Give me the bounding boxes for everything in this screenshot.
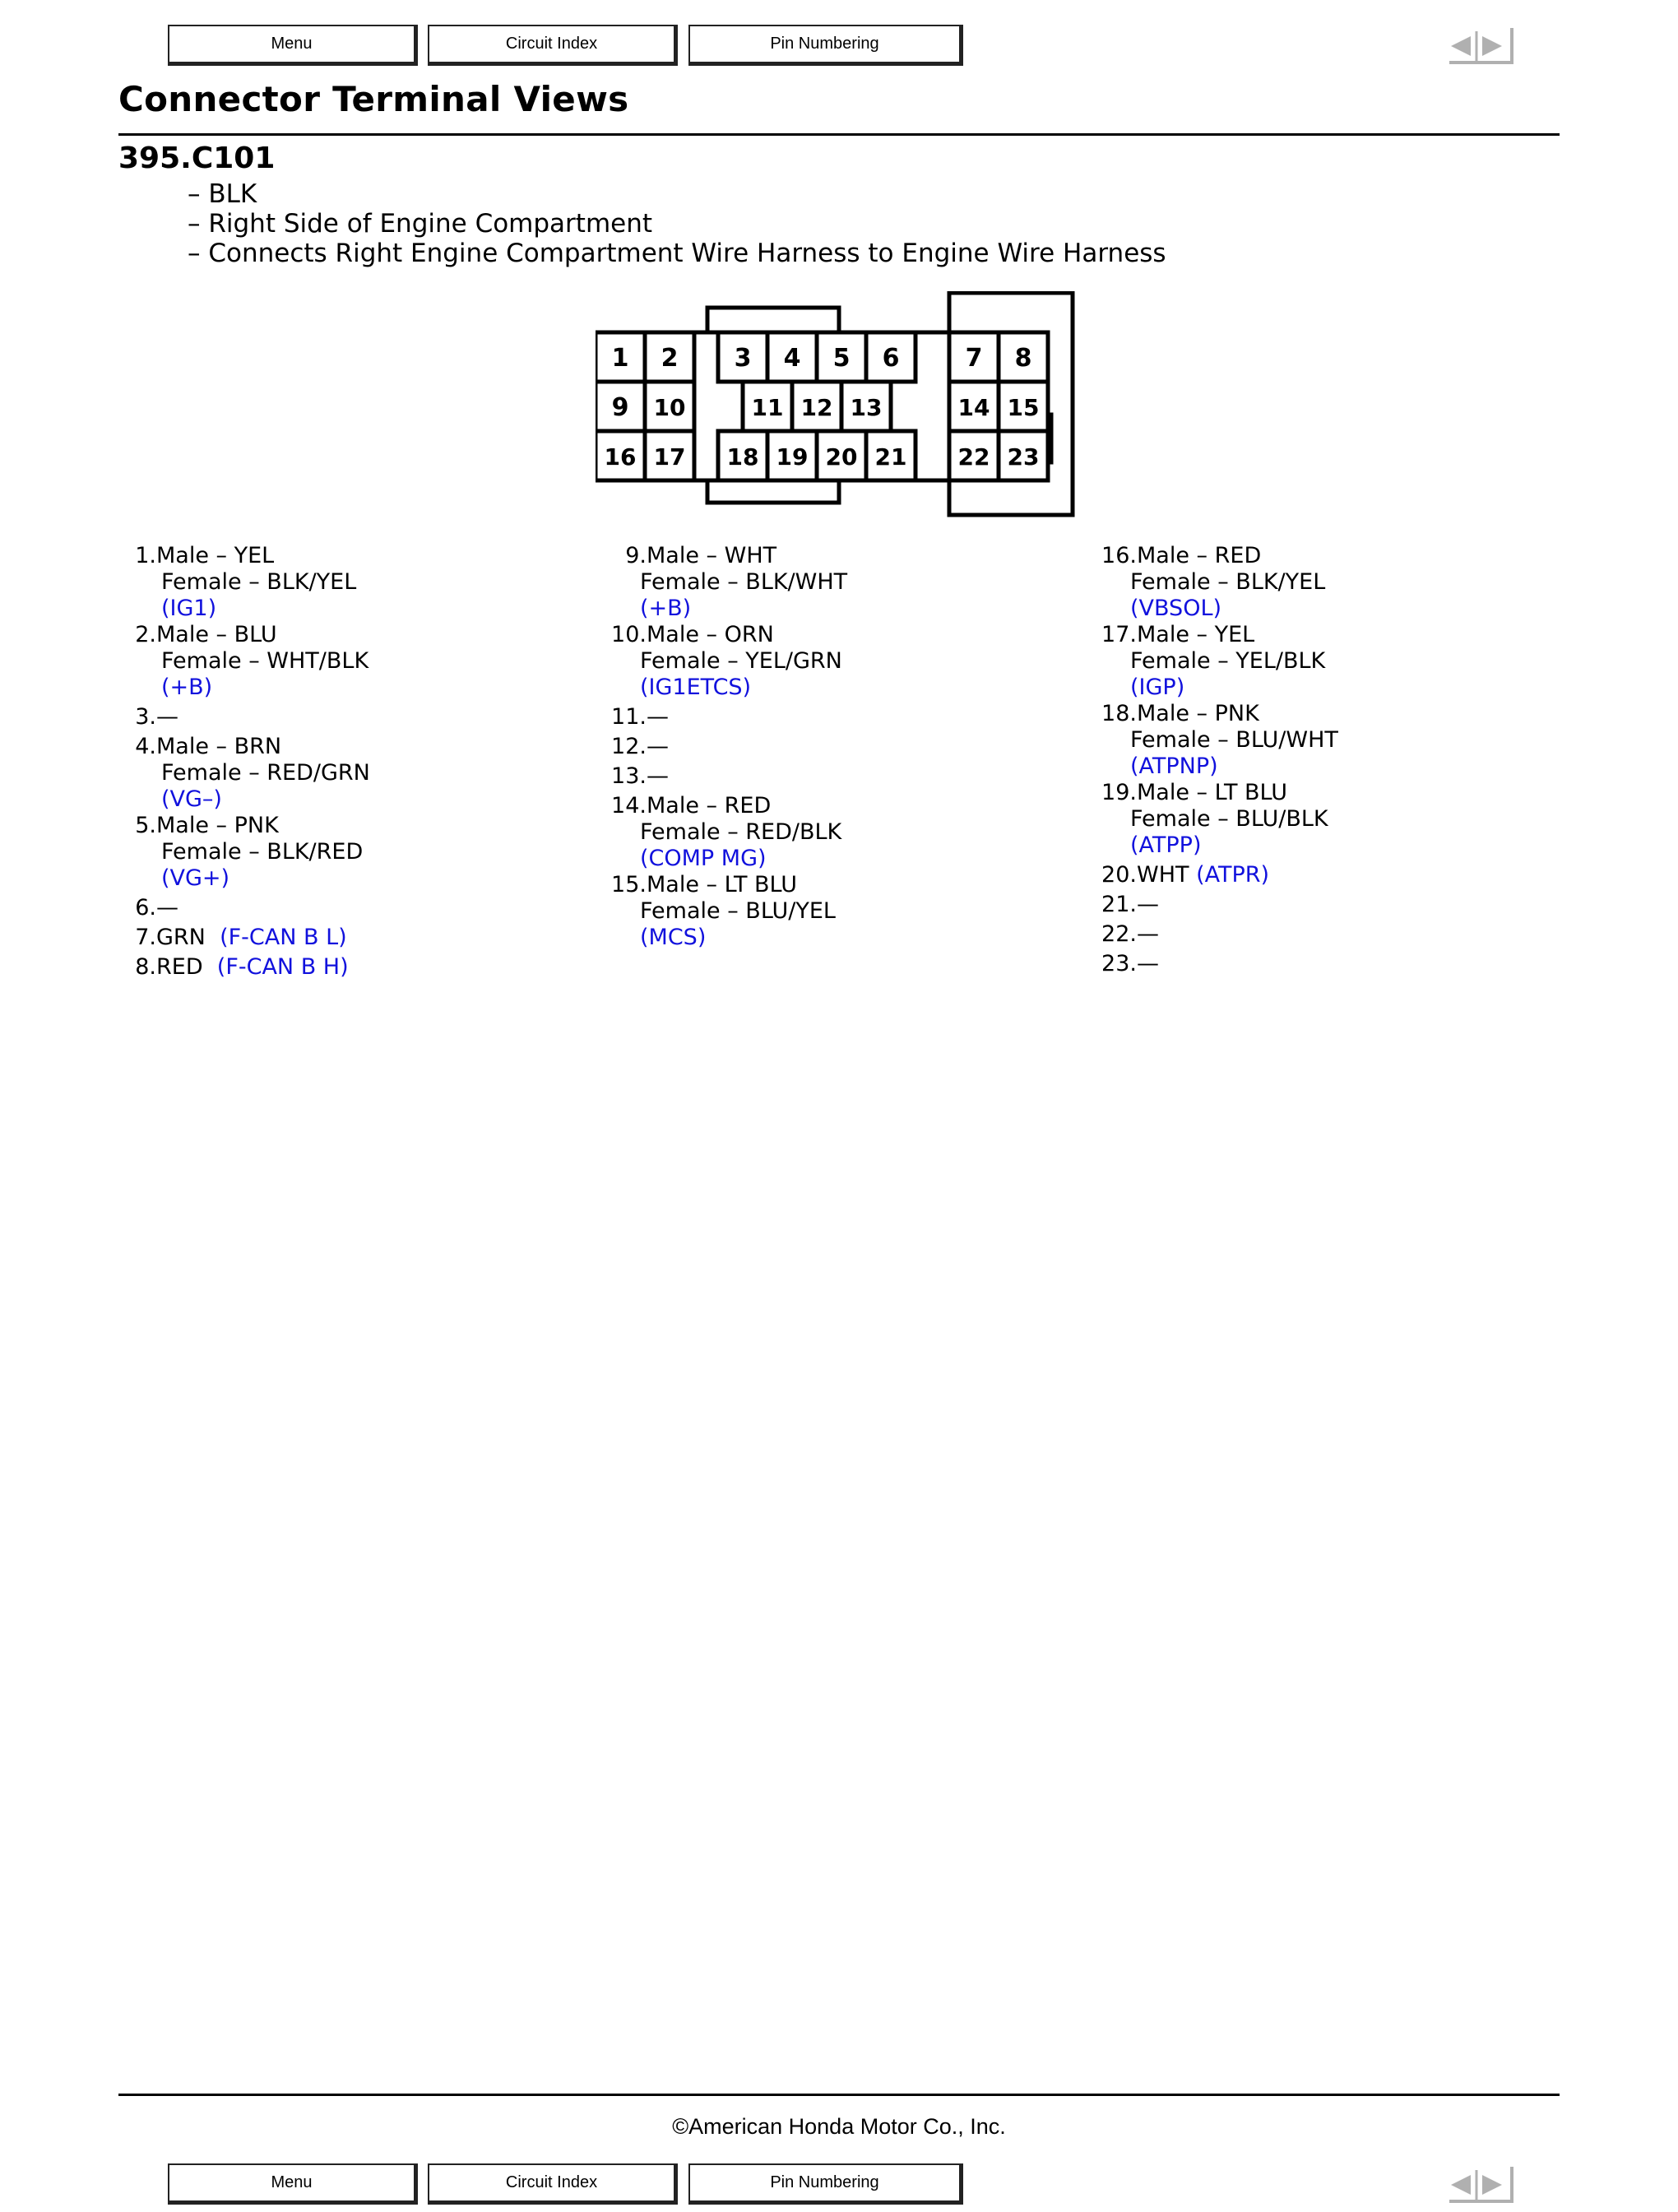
pin-signal: (+B) xyxy=(161,675,213,700)
connector-pin-11 xyxy=(743,382,792,431)
pin-female-color: Female – BLU/WHT xyxy=(1130,727,1338,753)
pin-numbering-button[interactable]: Pin Numbering xyxy=(688,2163,963,2205)
pin-signal: (ATPR) xyxy=(1196,862,1270,888)
pin-male-color: Male – RED xyxy=(1137,543,1262,568)
pin-entry-13 xyxy=(610,763,847,790)
pin-male-color: Male – PNK xyxy=(156,813,279,838)
connector-pin-19 xyxy=(767,431,817,480)
connector-pin-label: 13 xyxy=(850,394,883,421)
pin-number: 10. xyxy=(611,622,647,647)
pin-signal: (IG1ETCS) xyxy=(640,675,752,700)
connector-pin-4 xyxy=(767,332,817,382)
connector-pin-label: 11 xyxy=(751,394,784,421)
connector-pin-label: 14 xyxy=(957,394,990,421)
connector-pin-20 xyxy=(817,431,866,480)
pin-signal: (+B) xyxy=(640,596,692,621)
connector-pin-label: 15 xyxy=(1007,394,1040,421)
connector-pin-label: 4 xyxy=(783,344,801,373)
pin-female-color: Female – RED/BLK xyxy=(640,819,842,845)
pin-male-color: Male – LT BLU xyxy=(647,872,798,897)
pin-entry-5 xyxy=(132,813,370,892)
menu-button[interactable]: Menu xyxy=(168,25,418,66)
circuit-index-button[interactable]: Circuit Index xyxy=(428,2163,678,2205)
pin-number: 6. xyxy=(135,895,156,921)
pin-entry-20 xyxy=(1101,862,1338,888)
pin-male-color: Male – ORN xyxy=(647,622,774,647)
next-page-icon[interactable] xyxy=(1482,36,1502,56)
page-navigation-arrows xyxy=(1446,2163,1517,2205)
pin-number: 21. xyxy=(1101,892,1137,917)
pin-unused: — xyxy=(647,734,669,759)
pin-number: 18. xyxy=(1101,701,1137,726)
connector-pin-label: 12 xyxy=(800,394,833,421)
connector-pin-label: 16 xyxy=(604,443,637,471)
pin-female-color: Female – BLU/BLK xyxy=(1130,806,1328,832)
pin-male-color: Male – YEL xyxy=(1137,622,1255,647)
pin-number: 16. xyxy=(1101,543,1137,568)
pin-wire-color: GRN xyxy=(156,925,206,950)
menu-button[interactable]: Menu xyxy=(168,2163,418,2205)
pin-entry-16 xyxy=(1101,543,1338,622)
pin-entry-22 xyxy=(1101,921,1338,948)
pin-entry-8 xyxy=(132,954,370,981)
pin-unused: — xyxy=(647,763,669,789)
pin-female-color: Female – WHT/BLK xyxy=(161,648,369,674)
pin-signal: (IG1) xyxy=(161,596,217,621)
pin-female-color: Female – RED/GRN xyxy=(161,760,370,786)
connector-color: – BLK xyxy=(188,179,257,209)
footer-divider xyxy=(118,2094,1560,2096)
pin-female-color: Female – BLK/WHT xyxy=(640,569,848,595)
pin-entry-12 xyxy=(610,734,847,760)
pin-unused: — xyxy=(1137,951,1159,976)
pin-wire-color: WHT xyxy=(1137,862,1189,888)
connector-pin-label: 5 xyxy=(832,344,851,373)
pin-wire-color: RED xyxy=(156,954,203,980)
bottom-nav-bar xyxy=(0,2163,1678,2210)
pin-entry-11 xyxy=(610,704,847,730)
connector-pin-label: 20 xyxy=(825,443,858,471)
pin-male-color: Male – BLU xyxy=(156,622,277,647)
connector-pin-label: 6 xyxy=(882,344,900,373)
pin-signal: (VBSOL) xyxy=(1130,596,1222,621)
pin-entry-14 xyxy=(610,793,847,872)
previous-page-icon[interactable] xyxy=(1451,36,1471,56)
pin-male-color: Male – YEL xyxy=(156,543,275,568)
pin-number: 5. xyxy=(135,813,156,838)
pin-number: 13. xyxy=(611,763,647,789)
pin-unused: — xyxy=(156,704,178,730)
pin-number: 20. xyxy=(1101,862,1137,888)
connector-pin-label: 22 xyxy=(957,443,990,471)
pin-list-column-3 xyxy=(1101,543,1338,977)
connector-pin-5 xyxy=(817,332,866,382)
pin-number: 14. xyxy=(611,793,647,818)
pin-number: 3. xyxy=(135,704,156,730)
connector-id: 395.C101 xyxy=(118,141,276,175)
connector-pin-9 xyxy=(596,382,645,431)
pin-entry-17 xyxy=(1101,622,1338,701)
pin-entry-4 xyxy=(132,734,370,813)
pin-entry-1 xyxy=(132,543,370,622)
pin-number: 4. xyxy=(135,734,156,759)
connector-pin-13 xyxy=(841,382,891,431)
pin-number: 22. xyxy=(1101,921,1137,947)
pin-number: 23. xyxy=(1101,951,1137,976)
connector-pin-label: 19 xyxy=(776,443,809,471)
connector-pin-label: 21 xyxy=(874,443,907,471)
pin-male-color: Male – LT BLU xyxy=(1137,780,1288,805)
pin-signal: (F-CAN B H) xyxy=(216,954,349,980)
title-divider xyxy=(118,133,1560,136)
pin-female-color: Female – YEL/BLK xyxy=(1130,648,1326,674)
pin-entry-15 xyxy=(610,872,847,951)
pin-signal: (MCS) xyxy=(640,925,707,950)
top-nav-bar xyxy=(0,25,1678,71)
connector-properties xyxy=(188,179,1166,268)
connector-diagram xyxy=(596,291,1089,525)
page-title: Connector Terminal Views xyxy=(118,79,629,119)
connector-pin-label: 8 xyxy=(1014,344,1032,373)
pin-entry-21 xyxy=(1101,892,1338,918)
connector-pin-label: 23 xyxy=(1007,443,1040,471)
connector-pin-8 xyxy=(999,332,1048,382)
connector-pin-1 xyxy=(596,332,645,382)
pin-number: 11. xyxy=(611,704,647,730)
pin-signal: (IGP) xyxy=(1130,675,1185,700)
pin-male-color: Male – RED xyxy=(647,793,772,818)
page-navigation-arrows xyxy=(1446,25,1517,66)
connector-pin-22 xyxy=(949,431,999,480)
pin-entry-19 xyxy=(1101,780,1338,859)
pin-number: 19. xyxy=(1101,780,1137,805)
connector-pin-17 xyxy=(645,431,694,480)
connector-description: – Connects Right Engine Compartment Wire Harness to Engine Wire Harness xyxy=(188,239,1166,268)
next-page-icon[interactable] xyxy=(1482,2175,1502,2195)
pin-female-color: Female – BLK/YEL xyxy=(161,569,357,595)
connector-pin-3 xyxy=(718,332,767,382)
pin-female-color: Female – BLK/YEL xyxy=(1130,569,1326,595)
connector-pin-18 xyxy=(718,431,767,480)
pin-number: 1. xyxy=(135,543,156,568)
copyright-text: ©American Honda Motor Co., Inc. xyxy=(672,2114,1006,2139)
pin-male-color: Male – WHT xyxy=(647,543,777,568)
connector-pin-7 xyxy=(949,332,999,382)
pin-signal: (VG–) xyxy=(161,786,222,812)
previous-page-icon[interactable] xyxy=(1451,2175,1471,2195)
pin-number: 17. xyxy=(1101,622,1137,647)
pin-female-color: Female – BLK/RED xyxy=(161,839,364,865)
connector-location: – Right Side of Engine Compartment xyxy=(188,209,653,239)
connector-pin-10 xyxy=(645,382,694,431)
pin-signal: (ATPP) xyxy=(1130,832,1202,858)
connector-pin-label: 1 xyxy=(611,344,629,373)
pin-male-color: Male – BRN xyxy=(156,734,282,759)
pin-female-color: Female – BLU/YEL xyxy=(640,898,836,924)
connector-pin-label: 3 xyxy=(734,344,752,373)
connector-pin-23 xyxy=(999,431,1048,480)
connector-pin-21 xyxy=(866,431,915,480)
pin-entry-18 xyxy=(1101,701,1338,780)
pin-number: 8. xyxy=(135,954,156,980)
connector-pin-15 xyxy=(999,382,1048,431)
pin-number: 2. xyxy=(135,622,156,647)
pin-entry-23 xyxy=(1101,951,1338,977)
connector-pin-label: 2 xyxy=(661,344,679,373)
connector-pin-label: 18 xyxy=(726,443,759,471)
connector-pin-16 xyxy=(596,431,645,480)
pin-unused: — xyxy=(1137,921,1159,947)
pin-signal: (ATPNP) xyxy=(1130,754,1218,779)
pin-entry-2 xyxy=(132,622,370,701)
pin-unused: — xyxy=(1137,892,1159,917)
connector-pin-label: 7 xyxy=(965,344,983,373)
pin-entry-6 xyxy=(132,895,370,921)
pin-signal: (VG+) xyxy=(161,865,230,891)
pin-entry-9 xyxy=(610,543,847,622)
connector-pin-label: 9 xyxy=(611,393,629,422)
pin-list-column-1 xyxy=(132,543,370,981)
pin-unused: — xyxy=(156,895,178,921)
pin-number: 15. xyxy=(611,872,647,897)
pin-number: 7. xyxy=(135,925,156,950)
connector-pin-label: 17 xyxy=(653,443,686,471)
pin-unused: — xyxy=(647,704,669,730)
pin-entry-3 xyxy=(132,704,370,730)
connector-pin-2 xyxy=(645,332,694,382)
pin-number: 9. xyxy=(625,543,647,568)
pin-signal: (F-CAN B L) xyxy=(220,925,347,950)
connector-pin-14 xyxy=(949,382,999,431)
pin-male-color: Male – PNK xyxy=(1137,701,1259,726)
connector-pin-label: 10 xyxy=(653,394,686,421)
connector-pin-6 xyxy=(866,332,915,382)
pin-entry-10 xyxy=(610,622,847,701)
pin-list-column-2 xyxy=(610,543,847,951)
pin-numbering-button[interactable]: Pin Numbering xyxy=(688,25,963,66)
pin-signal: (COMP MG) xyxy=(640,846,767,871)
connector-pin-12 xyxy=(792,382,841,431)
circuit-index-button[interactable]: Circuit Index xyxy=(428,25,678,66)
pin-entry-7 xyxy=(132,925,370,951)
pin-female-color: Female – YEL/GRN xyxy=(640,648,842,674)
pin-number: 12. xyxy=(611,734,647,759)
